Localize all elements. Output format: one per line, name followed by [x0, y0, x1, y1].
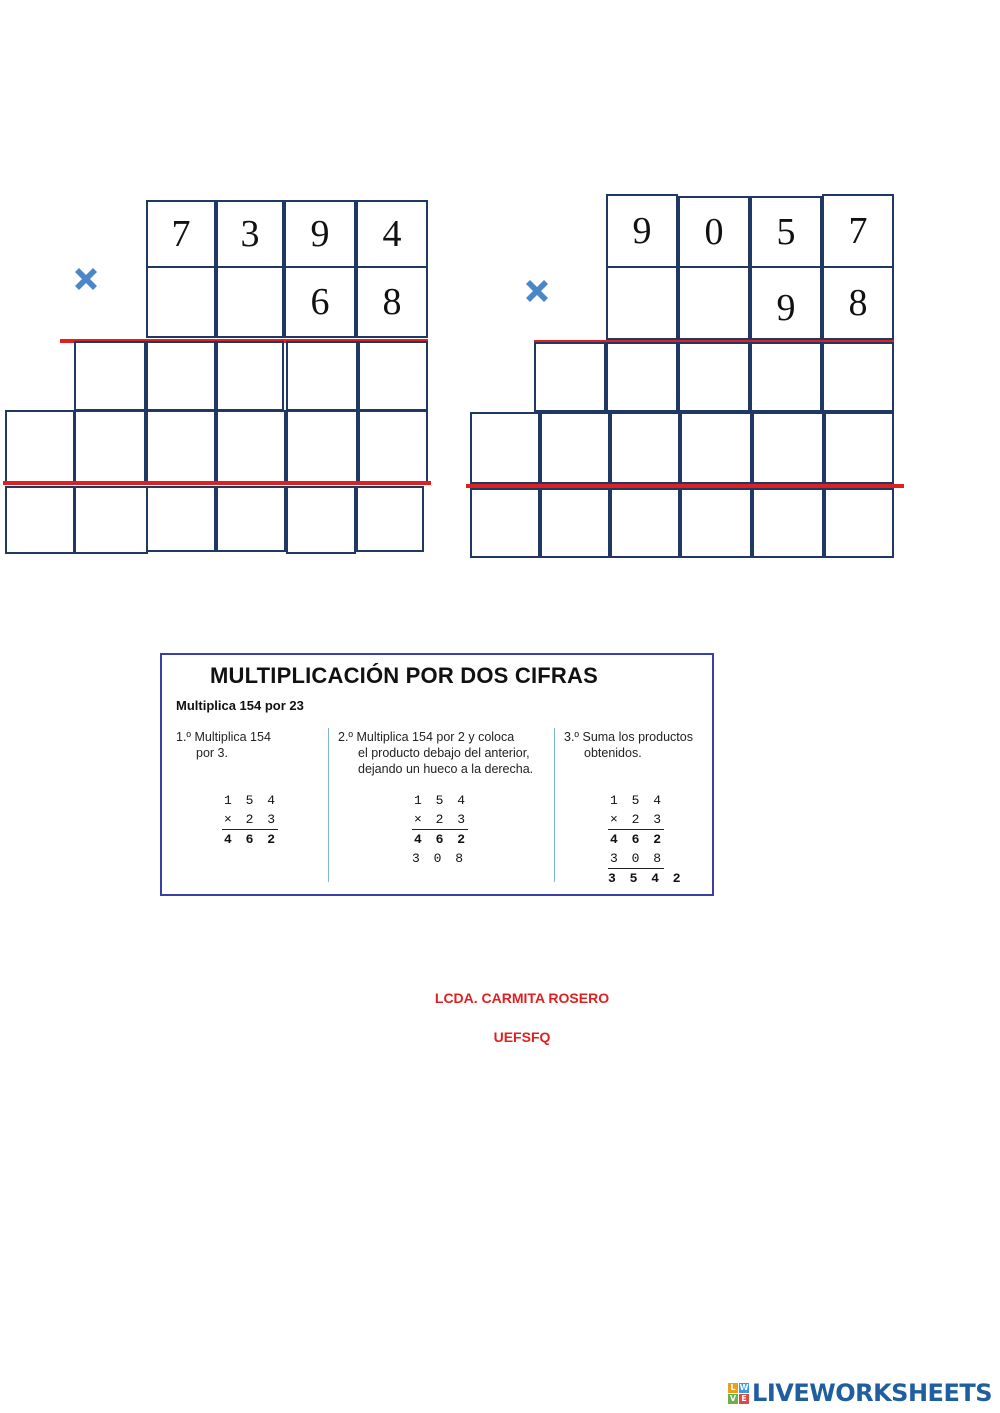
step-1-line-1: Multiplica 154: [194, 730, 271, 744]
step-1-calc: [222, 791, 278, 849]
step-1-number: 1.º: [176, 730, 191, 744]
reference-card: [160, 653, 714, 896]
calc-line: 1 5 4: [413, 793, 468, 808]
left-partial2-box-3[interactable]: [146, 410, 216, 484]
step-3-line-2: obtenidos.: [584, 746, 642, 760]
calc-line: × 2 3: [412, 810, 468, 830]
right-result-box-4[interactable]: [680, 488, 752, 558]
calc-line: 4 6 2: [413, 832, 468, 847]
right-multiplicand-digit-3: 5: [750, 196, 822, 268]
step-2-line-3: dejando un hueco a la derecha.: [358, 762, 534, 776]
right-multiplier-digit-4: 8: [822, 266, 894, 340]
left-partial2-box-5[interactable]: [286, 410, 358, 484]
left-partial1-box-1[interactable]: [74, 341, 146, 411]
left-multiplicand-digit-1: 7: [146, 200, 216, 268]
brand-logo-icon: [728, 1383, 749, 1404]
step-3-calc: [608, 791, 684, 888]
left-red-line-2: [3, 481, 431, 485]
calc-line: × 2 3: [608, 810, 664, 830]
right-partial1-box-4[interactable]: [750, 342, 822, 412]
brand-logo-letter: E: [739, 1394, 749, 1404]
right-partial2-box-2[interactable]: [540, 412, 610, 484]
calc-line: 3 5 4 2: [608, 871, 684, 886]
left-multiplier-digit-1[interactable]: [146, 266, 216, 338]
left-partial1-box-3[interactable]: [216, 341, 284, 411]
left-multiplier-digit-2[interactable]: [216, 266, 284, 338]
right-result-box-2[interactable]: [540, 488, 610, 558]
right-multiplier-digit-1[interactable]: [606, 266, 678, 340]
left-partial1-box-5[interactable]: [358, 341, 428, 411]
left-multiplier-digit-4: 8: [356, 266, 428, 338]
left-partial2-box-4[interactable]: [216, 410, 286, 484]
brand-logo-letter: V: [729, 1393, 737, 1403]
brand-logo-letter: W: [739, 1382, 749, 1392]
times-icon: [522, 276, 552, 306]
right-partial1-box-1[interactable]: [534, 342, 606, 412]
step-3: [564, 729, 712, 761]
left-partial1-box-2[interactable]: [146, 341, 216, 411]
left-result-box-3[interactable]: [146, 486, 216, 552]
right-partial2-box-4[interactable]: [680, 412, 752, 484]
step-2-calc: [412, 791, 468, 868]
left-result-box-5[interactable]: [286, 486, 356, 554]
left-result-box-1[interactable]: [5, 486, 75, 554]
left-multiplier-digit-3: 6: [284, 266, 356, 338]
right-partial2-box-5[interactable]: [752, 412, 824, 484]
step-3-number: 3.º: [564, 730, 579, 744]
right-multiplicand-digit-4: 7: [822, 194, 894, 268]
calc-line: 1 5 4: [223, 793, 278, 808]
card-subtitle: Multiplica 154 por 23: [176, 698, 304, 713]
liveworksheets-brand[interactable]: [728, 1379, 992, 1407]
step-2-line-2: el producto debajo del anterior,: [358, 746, 530, 760]
column-divider: [328, 728, 329, 882]
calc-line: 4 6 2: [609, 832, 664, 847]
calc-line: 1 5 4: [609, 793, 664, 808]
right-partial2-box-3[interactable]: [610, 412, 680, 484]
right-result-box-1[interactable]: [470, 488, 540, 558]
card-title: MULTIPLICACIÓN POR DOS CIFRAS: [210, 663, 598, 688]
right-result-box-6[interactable]: [824, 488, 894, 558]
left-partial2-box-2[interactable]: [74, 410, 146, 484]
times-icon: [71, 264, 101, 294]
right-result-box-3[interactable]: [610, 488, 680, 558]
calc-line: × 2 3: [222, 810, 278, 830]
brand-logo-letter: L: [728, 1383, 738, 1393]
right-result-box-5[interactable]: [752, 488, 824, 558]
right-partial1-box-2[interactable]: [606, 342, 678, 412]
step-1: [176, 729, 326, 761]
right-partial1-box-3[interactable]: [678, 342, 750, 412]
right-multiplicand-digit-2: 0: [678, 196, 750, 268]
step-2: [338, 729, 552, 777]
calc-line: 4 6 2: [223, 832, 278, 847]
step-3-line-1: Suma los productos: [582, 730, 693, 744]
left-multiplicand-digit-4: 4: [356, 200, 428, 268]
left-partial2-box-1[interactable]: [5, 410, 75, 484]
school-credit: UEFSFQ: [493, 1029, 551, 1045]
column-divider: [554, 728, 555, 882]
calc-line: 3 0 8: [412, 851, 467, 866]
left-multiplicand-digit-2: 3: [216, 200, 284, 268]
left-partial2-box-6[interactable]: [358, 410, 428, 484]
step-2-line-1: Multiplica 154 por 2 y coloca: [356, 730, 515, 744]
right-multiplicand-digit-1: 9: [606, 194, 678, 268]
calc-line: 3 0 8: [608, 849, 664, 869]
author-credit: LCDA. CARMITA ROSERO: [434, 990, 610, 1006]
right-partial1-box-5[interactable]: [822, 342, 894, 412]
right-multiplier-digit-3: 9: [750, 266, 822, 340]
left-result-box-4[interactable]: [216, 486, 286, 552]
brand-name: LIVEWORKSHEETS: [752, 1379, 992, 1407]
right-partial2-box-1[interactable]: [470, 412, 540, 484]
left-result-box-2[interactable]: [74, 486, 148, 554]
right-multiplier-digit-2[interactable]: [678, 266, 750, 340]
left-multiplicand-digit-3: 9: [284, 200, 356, 268]
step-2-number: 2.º: [338, 730, 353, 744]
left-result-box-6[interactable]: [356, 486, 424, 552]
right-partial2-box-6[interactable]: [824, 412, 894, 484]
step-1-line-2: por 3.: [196, 746, 228, 760]
left-partial1-box-4[interactable]: [286, 341, 358, 411]
